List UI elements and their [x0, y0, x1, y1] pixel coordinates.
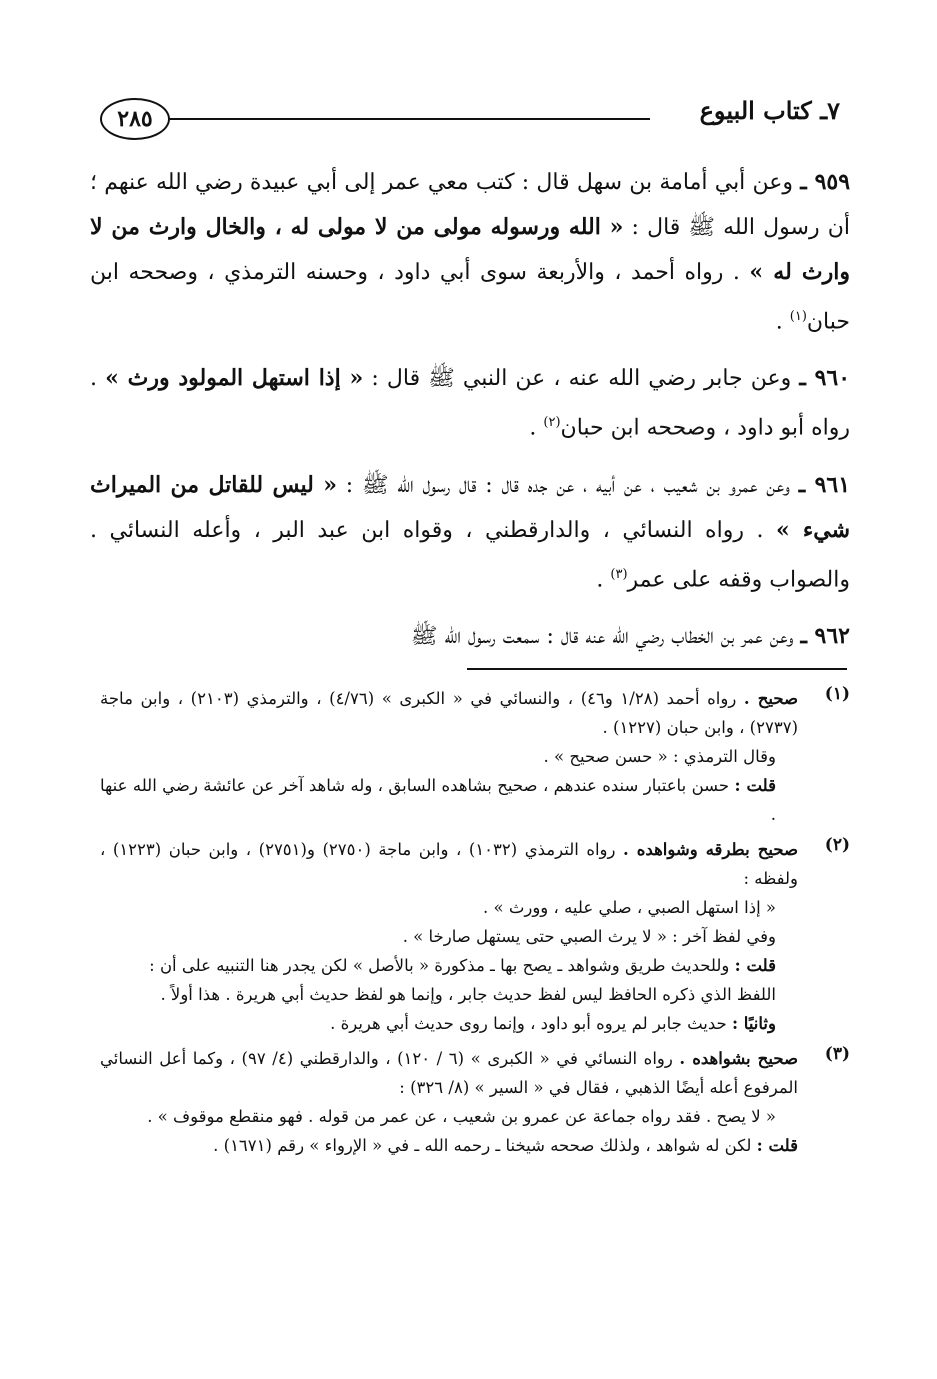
footnote-line: « لا يصح . فقد رواه جماعة عن عمرو بن شعيب ، عن عمر من قوله . فهو منقطع موقوف » . [147, 1107, 776, 1126]
footnote-line: قلت : حسن باعتبار سنده عندهم ، صحيح بشاهده السابق ، وله شاهد آخر عن عائشة رضي الله عنها . [100, 776, 776, 824]
footnote-line: قلت : لكن له شواهد ، ولذلك صححه شيخنا ـ رحمه الله ـ في « الإرواء » رقم (١٦٧١) . [213, 1136, 798, 1155]
chapter-title: ٧ـ كتاب البيوع [699, 96, 840, 125]
footnote-line: اللفظ الذي ذكره الحافظ ليس لفظ حديث جابر ، وإنما هو لفظ حديث أبي هريرة . هذا أولاً . [160, 985, 776, 1004]
hadith-962 [90, 614, 850, 659]
footnote-line: قلت : وللحديث طريق وشواهد ـ يصح بها ـ مذكورة « بالأصل » لكن يجدر هنا التنبيه على أن : [149, 956, 776, 975]
footnote-ref: (١) [789, 309, 807, 324]
hadith-quote: « ليس للقاتل من الميراث شيء » [90, 471, 851, 543]
footnote-separator [467, 668, 847, 670]
hadith-number: ٩٦٢ ـ [800, 622, 850, 649]
footnote-number: (٣) [824, 1044, 850, 1064]
footnote-1 [100, 684, 850, 829]
hadith-intro: وعن عمرو بن شعيب ، عن أبيه ، عن جده قال : قال رسول الله ﷺ : [345, 472, 790, 498]
page-number: ٢٨٥ [100, 98, 170, 140]
header-rule [168, 118, 650, 120]
footnote-line: صحيح . رواه أحمد (١/٢٨ و٤٦) ، والنسائي في « الكبرى » (٤/٧٦) ، والترمذي (٢١٠٣) ، وابن ماجة (٢٧٣٧) ، وابن حبان (١٢٢٧) . [100, 689, 798, 737]
footnote-ref: (٢) [543, 415, 561, 431]
footnote-line: وفي لفظ آخر : « لا يرث الصبي حتى يستهل صارخا » . [402, 927, 776, 946]
hadith-intro: وعن أبي أمامة بن سهل قال : كتب معي عمر إلى أبي عبيدة رضي الله عنهم ؛ أن رسول الله ﷺ قال : [90, 170, 850, 240]
hadith-960: ٩٦٠ ـ وعن جابر رضي الله عنه ، عن النبي ﷺ قال : « إذا استهل المولود ورث » . رواه أبو داود ، وصححه ابن حبان$^{(٢)}$ . [90, 365, 851, 441]
footnote-3 [100, 1044, 850, 1160]
hadith-source: . رواه أحمد ، والأربعة سوى أبي داود ، وحسنه الترمذي ، وصححه ابن حبان [90, 260, 850, 335]
footnote-line: « إذا استهل الصبي ، صلي عليه ، وورث » . [483, 898, 776, 917]
main-text [90, 160, 850, 671]
footnote-ref: (٣) [610, 566, 628, 582]
footnote-number: (١) [824, 684, 850, 704]
hadith-intro: وعن جابر رضي الله عنه ، عن النبي ﷺ قال : [371, 366, 792, 392]
footnote-line: وثانيًا : حديث جابر لم يروه أبو داود ، وإنما روى حديث أبي هريرة . [330, 1014, 776, 1033]
hadith-source: . رواه النسائي ، والدارقطني ، وقواه ابن عبد البر ، وأعله النسائي . والصواب وقفه على عمر [90, 517, 850, 592]
footnote-line: وقال الترمذي : « حسن صحيح » . [543, 747, 776, 766]
footnote-number: (٢) [824, 835, 850, 855]
footnotes [100, 684, 850, 1166]
footnote-line: صحيح بطرقه وشواهده . رواه الترمذي (١٠٣٢) ، وابن ماجة (٢٧٥٠) و(٢٧٥١) ، وابن حبان (١٢٢٣) ، ولفظه : [100, 840, 798, 888]
hadith-quote: « إذا استهل المولود ورث » [105, 365, 364, 392]
hadith-961: ٩٦١ ـ وعن عمرو بن شعيب ، عن أبيه ، عن جده قال : قال رسول الله ﷺ : « ليس للقاتل من الميراث شيء » . رواه النسائي ، والدارقطني ، وقواه ابن عبد البر ، وأعله النسائي . والصواب وقفه على عمر$^{(٣)}$ . [90, 471, 851, 592]
hadith-959: ٩٥٩ ـ وعن أبي أمامة بن سهل قال : كتب معي عمر إلى أبي عبيدة رضي الله عنهم ؛ أن رسول الله ﷺ قال : « الله ورسوله مولى من لا مولى له ، والخال وارث من لا وارث له » . رواه أحمد ، والأربعة سوى أبي داود ، وحسنه الترمذي ، وصححه ابن حبان$^{(١)}$ . [90, 169, 851, 335]
hadith-number: ٩٥٩ ـ [800, 169, 851, 195]
hadith-intro: وعن عمر بن الخطاب رضي الله عنه قال : سمعت رسول الله ﷺ [410, 623, 794, 649]
hadith-source: . رواه أبو داود ، وصححه ابن حبان [90, 366, 850, 441]
page-header [100, 96, 840, 142]
footnote-line: صحيح بشواهده . رواه النسائي في « الكبرى » (٦ / ١٢٠) ، والدارقطني (٤/ ٩٧) ، وكما أعل النسائي المرفوع أعله أيضًا الذهبي ، فقال في « السير » (٨/ ٣٢٦) : [100, 1049, 798, 1097]
hadith-quote: « الله ورسوله مولى من لا مولى له ، والخال وارث من لا وارث له » [90, 214, 850, 285]
footnote-2 [100, 835, 850, 1038]
hadith-number: ٩٦٠ ـ [799, 365, 851, 392]
hadith-number: ٩٦١ ـ [798, 471, 851, 498]
